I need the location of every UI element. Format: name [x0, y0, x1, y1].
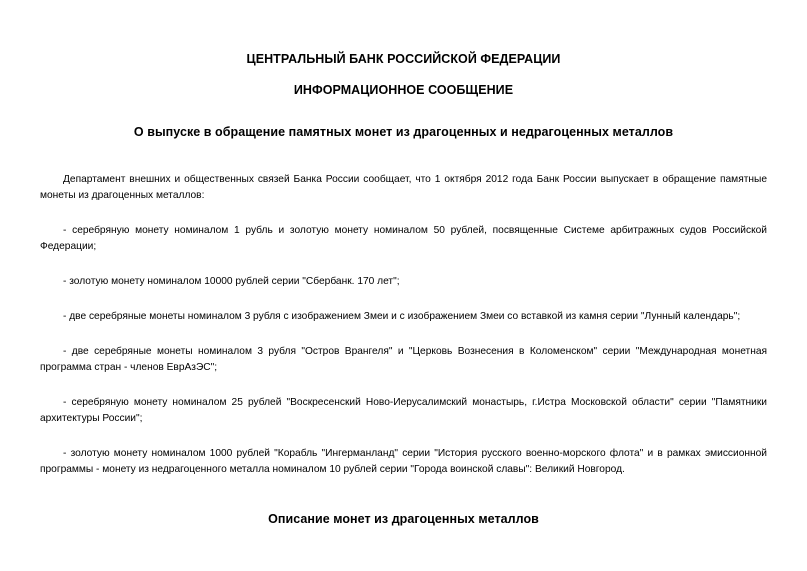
message-type-heading: ИНФОРМАЦИОННОЕ СООБЩЕНИЕ: [293, 83, 514, 97]
coin-list-item: - две серебряные монеты номиналом 3 рубля "Остров Врангеля" и "Церковь Вознесения в Коломенском" серии "Международная монетная программа стран - членов ЕврАзЭС";: [40, 346, 767, 373]
coin-list-item: - серебряную монету номиналом 1 рубль и золотую монету номиналом 50 рублей, посвященные Системе арбитражных судов Российской Федерации;: [40, 225, 767, 252]
document-title: О выпуске в обращение памятных монет из драгоценных и недрагоценных металлов: [133, 125, 674, 139]
section-heading: Описание монет из драгоценных металлов: [268, 512, 539, 526]
coin-list-item: - две серебряные монеты номиналом 3 рубля с изображением Змеи и с изображением Змеи со вставкой из камня серии "Лунный календарь";: [63, 311, 741, 322]
coin-list-item: - золотую монету номиналом 10000 рублей серии "Сбербанк. 170 лет";: [63, 276, 400, 287]
document-body: [40, 172, 767, 497]
bank-name-heading: ЦЕНТРАЛЬНЫЙ БАНК РОССИЙСКОЙ ФЕДЕРАЦИИ: [246, 52, 561, 66]
intro-paragraph: Департамент внешних и общественных связей Банка России сообщает, что 1 октября 2012 года Банк России выпускает в обращение памятные монеты из драгоценных металлов:: [40, 174, 767, 201]
coin-list-item: - серебряную монету номиналом 25 рублей "Воскресенский Ново-Иерусалимский монастырь, г.Истра Московской области" серии "Памятники архитектуры России";: [40, 397, 767, 424]
coin-list-item: - золотую монету номиналом 1000 рублей "Корабль "Ингерманланд" серии "История русского военно-морского флота" и в рамках эмиссионной программы - монету из недрагоценного металла номиналом 10 рублей серии "Города воинской славы": Великий Новгород.: [40, 448, 767, 475]
